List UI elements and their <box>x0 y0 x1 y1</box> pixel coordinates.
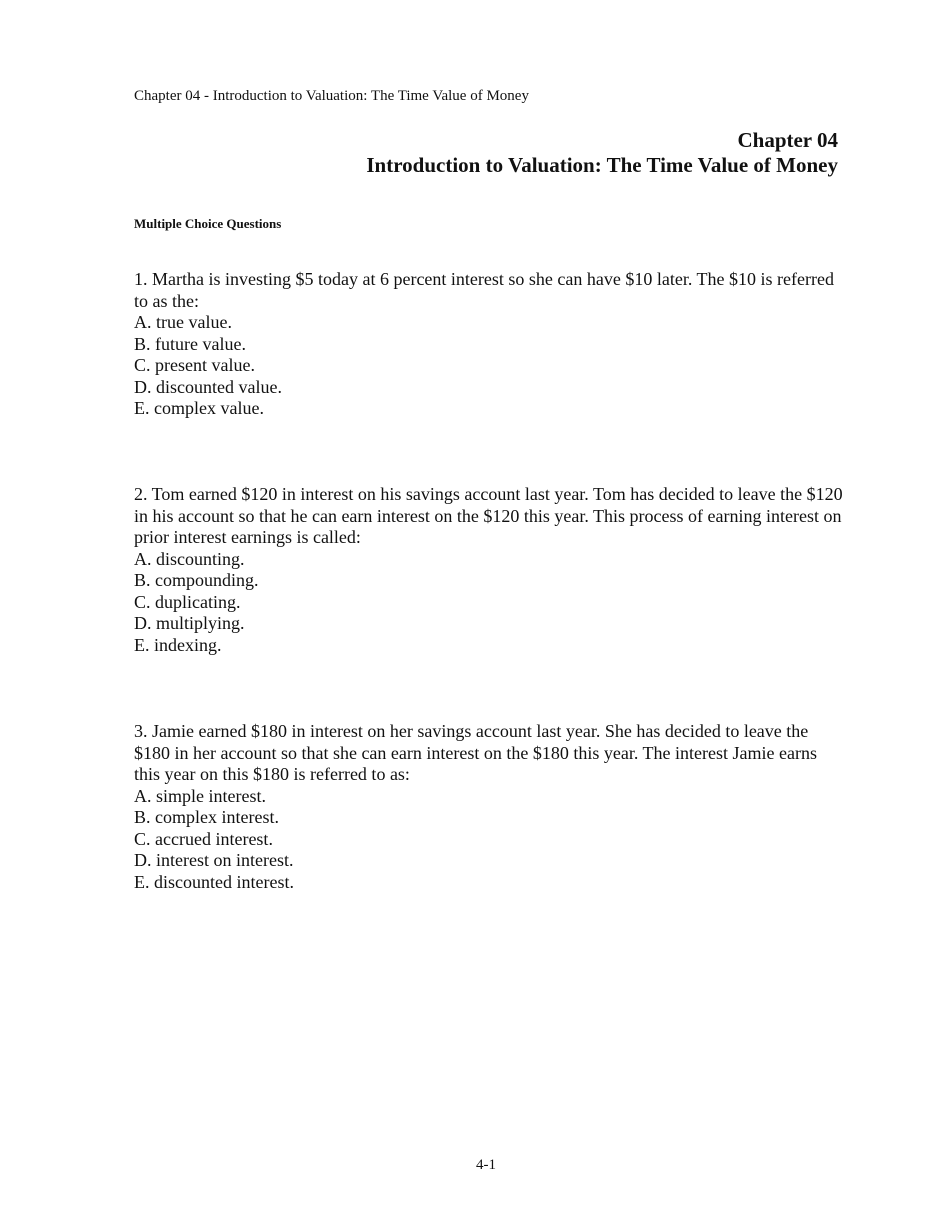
chapter-title: Introduction to Valuation: The Time Value of Money <box>366 153 838 177</box>
question-stem: 3. Jamie earned $180 in interest on her savings account last year. She has decided to leave the $180 in her account so that she can earn interest on the $180 this year. The interest Jamie earns this year on this $180 is referred to as: <box>134 721 817 784</box>
answer-option-e: E. indexing. <box>134 634 222 655</box>
question-3 <box>134 721 844 893</box>
chapter-title-block <box>366 128 838 178</box>
question-2 <box>134 484 844 656</box>
answer-option-c: C. accrued interest. <box>134 828 273 849</box>
question-stem: 2. Tom earned $120 in interest on his savings account last year. Tom has decided to leave the $120 in his account so that he can earn interest on the $120 this year. This process of earning interest on prior interest earnings is called: <box>134 484 843 547</box>
answer-option-a: A. discounting. <box>134 548 245 569</box>
answer-option-c: C. present value. <box>134 355 255 375</box>
answer-option-d: D. discounted value. <box>134 376 282 397</box>
running-header: Chapter 04 - Introduction to Valuation: The Time Value of Money <box>134 88 529 104</box>
answer-option-e: E. discounted interest. <box>134 871 294 892</box>
answer-option-c: C. duplicating. <box>134 591 241 612</box>
answer-option-a: A. true value. <box>134 312 232 332</box>
question-1 <box>134 269 844 420</box>
page-number: 4-1 <box>476 1157 496 1173</box>
answer-option-d: D. multiplying. <box>134 613 245 633</box>
answer-option-b: B. compounding. <box>134 570 259 590</box>
answer-option-e: E. complex value. <box>134 398 264 418</box>
answer-option-a: A. simple interest. <box>134 785 266 806</box>
answer-option-d: D. interest on interest. <box>134 850 294 870</box>
question-stem: 1. Martha is investing $5 today at 6 percent interest so she can have $10 later. The $10 is referred to as the: <box>134 269 834 311</box>
answer-option-b: B. future value. <box>134 333 246 354</box>
answer-option-b: B. complex interest. <box>134 807 279 827</box>
section-heading: Multiple Choice Questions <box>134 216 282 231</box>
chapter-number: Chapter 04 <box>737 128 838 152</box>
